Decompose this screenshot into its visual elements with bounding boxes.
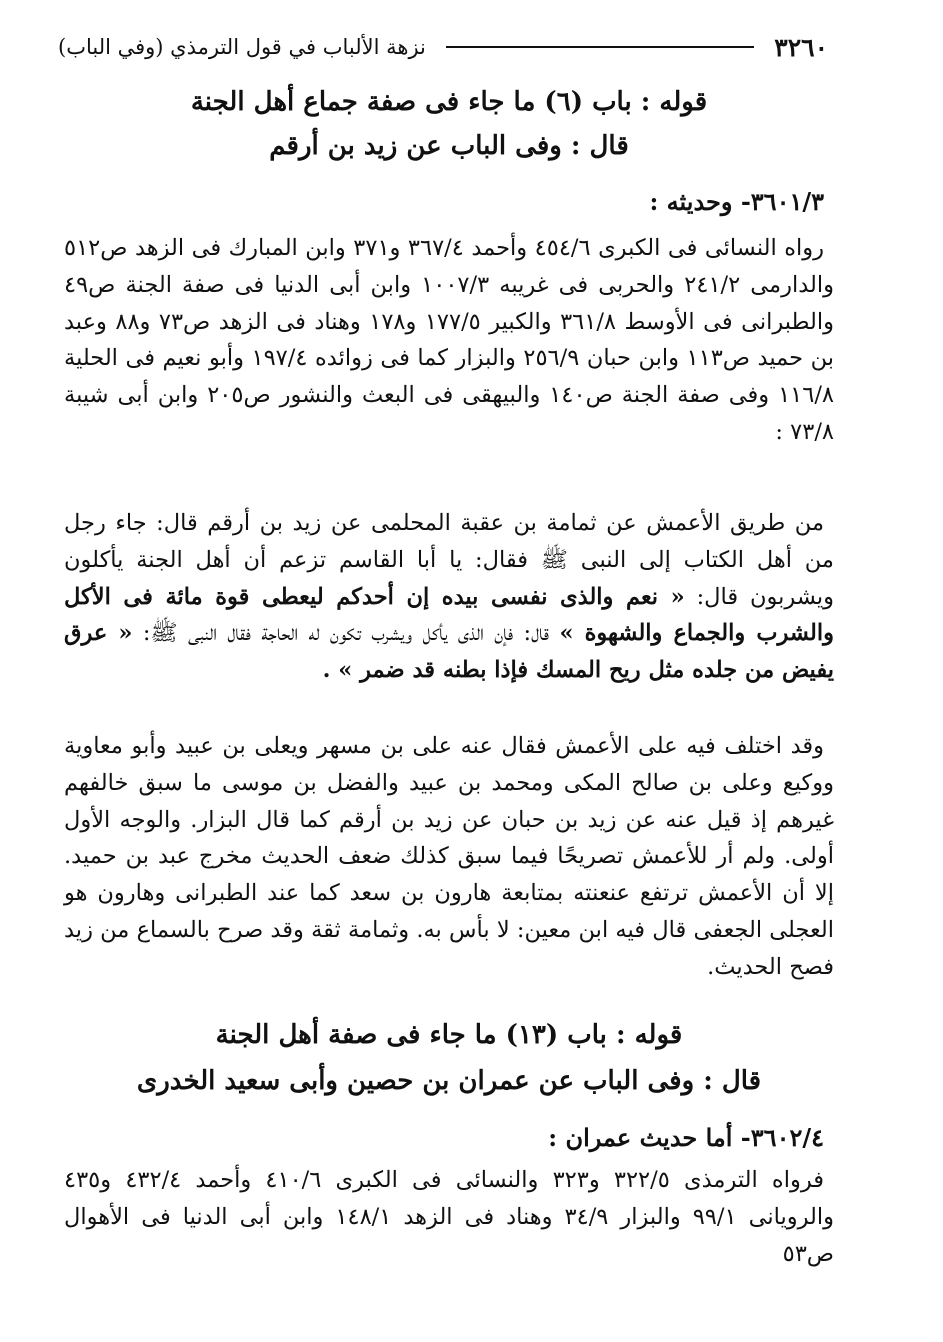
section-1-heading-block [64,82,834,166]
takhrij-paragraph: رواه النسائى فى الكبرى ٤٥٤/٦ وأحمد ٣٦٧/٤ و٣٧١ وابن المبارك فى الزهد ص٥١٢ والدارمى ٢٤١/٢ والحربى فى غريبه ١٠٠٧/٣ وابن أبى الدنيا فى صفة الجنة ص٤٩ والطبرانى فى الأوسط ٣٦١/٨ والكبير ١٧٧/٥ و١٧٨ وهناد فى الزهد ص٧٣ و٨٨ وعبد بن حميد ص١١٣ وابن حبان ٢٥٦/٩ والبزار كما فى زوائده ١٩٧/٤ وأبو نعيم فى الحلية ١١٦/٨ وفى صفة الجنة ص١٤٠ والبيهقى فى البعث والنشور ص٢٠٥ وابن أبى شيبة ٧٣/٨ : [64,235,834,445]
header-rule [446,46,754,48]
hadith-3602-label: ٣٦٠٢/٤- أما حديث عمران : [548,1123,824,1152]
section-2-subheading: قال : وفى الباب عن عمران بن حصين وأبى سعيد الخدرى [136,1066,762,1096]
hadith-text-paragraph [64,505,834,689]
hadith-3601-text [64,505,834,689]
section-1-heading: قوله : باب (٦) ما جاء فى صفة جماع أهل الجنة [190,87,708,117]
prophet-quote-1: « نعم والذى نفسى بيده إن أحدكم ليعطى قوة مائة فى الأكل والشرب والجماع والشهوة » [64,583,834,647]
section-2-heading: قوله : باب (١٣) ما جاء فى صفة أهل الجنة [215,1020,683,1050]
takhrij-paragraph-2: فرواه الترمذى ٣٢٢/٥ و٣٢٣ والنسائى فى الكبرى ٤١٠/٦ وأحمد ٤٣٢/٤ و٤٣٥ والرويانى ٩٩/١ والبزار ٣٤/٩ وهناد فى الزهد ١٤٨/١ وابن أبى الدنيا فى الأهوال ص٥٣ [64,1167,834,1267]
section-1-subheading: قال : وفى الباب عن زيد بن أرقم [269,131,629,161]
page-number: ٣٢٦٠ [774,32,828,62]
hadith-3601-block [64,182,834,222]
hadith-3601-label: ٣٦٠١/٣- وحديثه : [649,187,824,216]
commentary-paragraph: وقد اختلف فيه على الأعمش فقال عنه على بن مسهر ويعلى بن عبيد وأبو معاوية ووكيع وعلى بن صالح المكى ومحمد بن عبيد والفضل بن موسى ما سبق خالفهم غيرهم إذ قيل عنه عن زيد بن حبان عن زيد بن أرقم كما قال البزار. والوجه الأول أولى. ولم أر للأعمش تصريحًا فيما سبق كذلك ضعف الحديث مخرج عبد بن حميد. إلا أن الأعمش ترتفع عنعنته بمتابعة هارون بن سعد كما عند الطبرانى وهارون هو العجلى الجعفى قال فيه ابن معين: لا بأس به. وثمامة ثقة وقد صرح بالسماع من زيد فصح الحديث. [64,733,834,980]
prophet-quote-2: « عرق يفيض من جلده مثل ريح المسك فإذا بطنه قد ضمر » . [64,620,834,684]
section-2-heading-block [64,1015,834,1101]
running-header [58,30,828,64]
running-title: نزهة الألباب في قول الترمذي (وفي الباب) [58,35,426,59]
hadith-3602-takhrij [64,1162,834,1272]
hadith-3601-commentary [64,728,834,986]
hadith-3601-takhrij [64,230,834,451]
hadith-intro: من طريق الأعمش عن ثمامة بن عقبة المحلمى عن زيد بن أرقم قال: جاء رجل من أهل الكتاب إلى النبى ﷺ فقال: يا أبا القاسم تزعم أن أهل الجنة يأكلون ويشربون قال: [64,510,835,610]
hadith-3602-block [64,1118,834,1158]
hadith-mid: قال: فإن الذى يأكل ويشرب تكون له الحاجة فقال النبى ﷺ: [142,620,550,647]
